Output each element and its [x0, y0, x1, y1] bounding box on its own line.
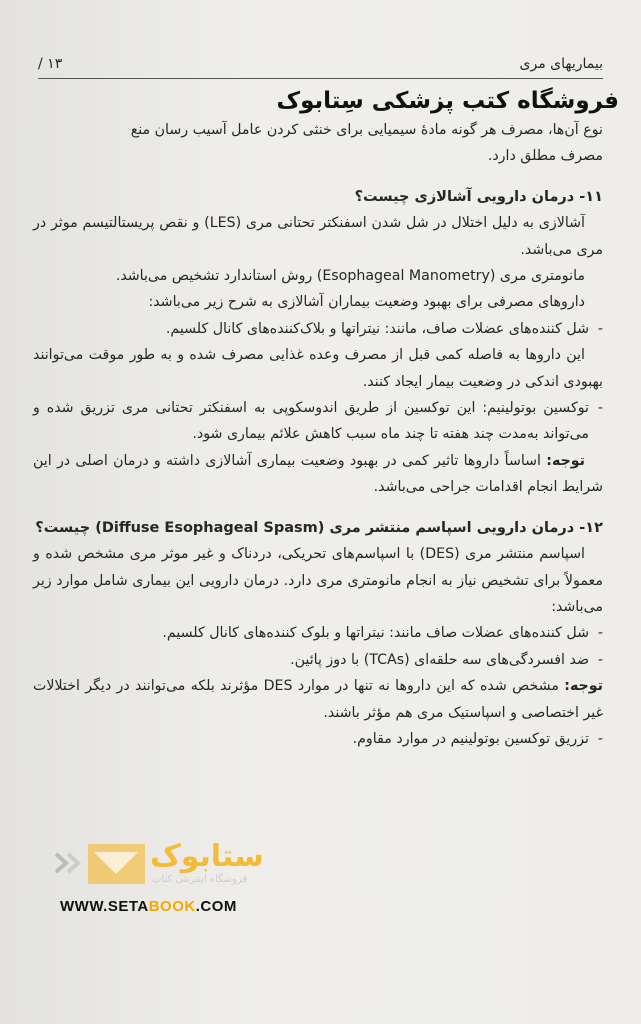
- logo-mark-icon: [50, 838, 150, 888]
- url-part: WWW.SETA: [60, 898, 149, 915]
- page-number: [38, 56, 62, 72]
- question-12-heading: [33, 515, 603, 541]
- question-11-heading: ۱۱- درمان دارویی آشالازی چیست؟: [354, 188, 603, 205]
- bullet-item: - شل کننده‌های عضلات صاف مانند: نیتراتها و بلوک کننده‌های کانال کلسیم.: [33, 620, 603, 646]
- paragraph: داروهای مصرفی برای بهبود وضعیت بیماران آشالازی به شرح زیر می‌باشد:: [148, 294, 585, 311]
- heading-prefix: ۱۲- درمان دارویی اسپاسم منتشر مری (: [317, 519, 603, 536]
- paragraph: آشالازی به دلیل اختلال در شل شدن اسفنکتر تحتانی مری (LES) و نقص پریستالتیسم موثر در مری می‌باشد.: [33, 215, 603, 258]
- paragraph: این داروها به فاصله کمی قبل از مصرف وعده غذایی مصرف شده و به طور موقت می‌توانند بهبودی اندکی در وضعیت بیمار ایجاد کنند.: [33, 347, 603, 390]
- logo-subtitle: فروشگاه اینترنتی کتاب: [152, 874, 248, 885]
- note-paragraph: [33, 673, 603, 726]
- intro-line: نوع آن‌ها، مصرف هر گونه مادهٔ سیمیایی برای خنثی کردن عامل آسیب رسان منع: [130, 122, 603, 138]
- page-separator: /: [38, 56, 43, 72]
- running-header: [38, 56, 603, 79]
- note-label: توجه:: [546, 452, 585, 469]
- bullet-item: - تزریق توکسین بوتولینیم در موارد مقاوم.: [33, 726, 603, 752]
- setabook-logo: [50, 838, 280, 898]
- heading-suffix: ) چیست؟: [35, 519, 102, 536]
- bullet-item: - شل کننده‌های عضلات صاف، مانند: نیتراتها و بلاک‌کننده‌های کانال کلسیم.: [33, 316, 603, 342]
- store-watermark: فروشگاه کتب پزشکی سِتابوک: [276, 88, 619, 114]
- bullet-item: - ضد افسردگی‌های سه حلقه‌ای (TCAs) با دوز پائین.: [33, 647, 603, 673]
- note-text: اساساً داروها تاثیر کمی در بهبود وضعیت بیماری آشالازی داشته و درمان اصلی در این شرایط انجام اقدامات جراحی می‌باشد.: [33, 452, 603, 496]
- note-paragraph: [33, 448, 603, 501]
- paragraph: مانومتری مری (Esophageal Manometry) روش استاندارد تشخیص می‌باشد.: [115, 268, 585, 285]
- intro-line: مصرف مطلق دارد.: [487, 148, 603, 165]
- logo-text: ستابوک: [150, 839, 264, 874]
- paragraph: اسپاسم منتشر مری (DES) با اسپاسم‌های تحریکی، دردناک و غیر موثر مری مشخص شده و معمولاً برای تشخیص نیاز به انجام مانومتری مری دارد. درمان دارویی این بیماری شامل موارد زیر می‌باشد:: [33, 546, 603, 615]
- chapter-title: بیماریهای مری: [519, 56, 603, 72]
- page-number-value: ۱۳: [47, 56, 63, 72]
- bullet-item: - توکسین بوتولینیم: این توکسین از طریق اندوسکوپی به اسفنکتر تحتانی مری تزریق شده و می‌تواند به‌مدت چند هفته تا چند ماه سبب کاهش علائم بیماری شود.: [33, 395, 603, 448]
- url-accent: BOOK: [148, 898, 196, 915]
- page-content: [33, 117, 603, 752]
- website-url[interactable]: [60, 898, 237, 915]
- heading-english-term: Diffuse Esophageal Spasm: [101, 519, 318, 536]
- note-text: مشخص شده که این داروها نه تنها در موارد DES مؤثرند بلکه می‌توانند در دیگر اختلالات غیر اختصاصی و اسپاستیک مری هم مؤثر باشند.: [33, 678, 603, 721]
- url-part: .COM: [195, 898, 237, 915]
- note-label: توجه:: [564, 678, 604, 695]
